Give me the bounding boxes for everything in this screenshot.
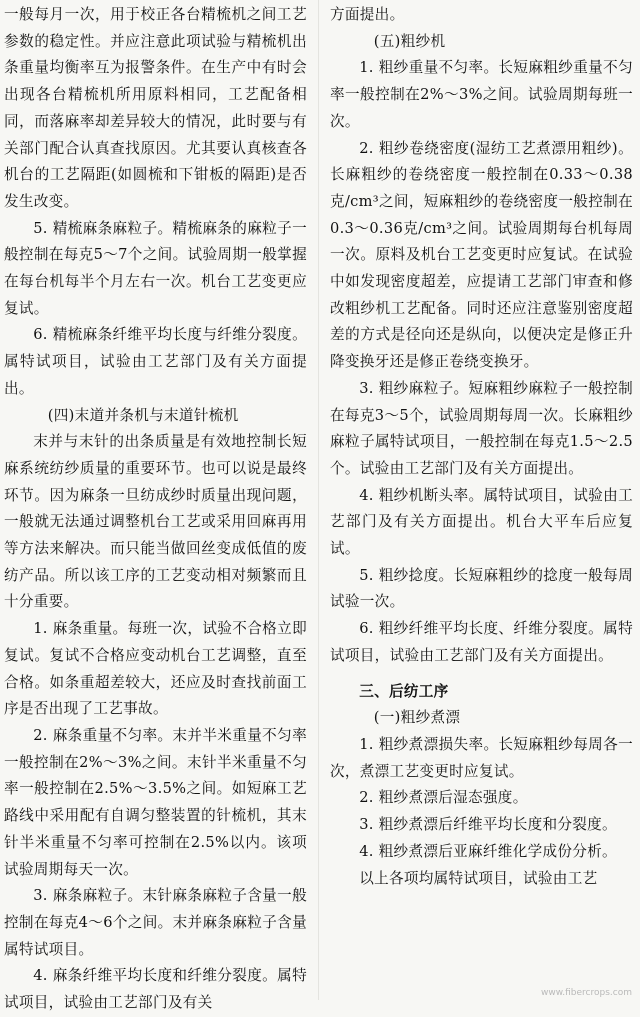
right-column	[330, 0, 633, 1000]
watermark: www.fibercrops.com	[541, 988, 632, 998]
paragraph: 6. 精梳麻条纤维平均长度与纤维分裂度。属特试项目，试验由工艺部门及有关方面提出。	[4, 326, 307, 397]
spacer	[330, 670, 633, 676]
paragraph: 2. 粗纱卷绕密度(湿纺工艺煮漂用粗纱)。长麻粗纱的卷绕密度一般控制在0.33～0.38克/cm³之间，短麻粗纱的卷绕密度一般控制在0.3～0.36克/cm³之间。试验周期每台机每周一次。原料及机台工艺变更时应复试。在试验中如发现密度超差，应提请工艺部门审查和修改粗纱机工艺配备。同时还应注意鉴别密度超差的方式是径向还是纵向，以便决定是修正升降变换牙还是修正卷绕变换牙。	[330, 139, 633, 371]
chapter-heading: 三、后纺工序	[359, 682, 449, 700]
paragraph: 6. 粗纱纤维平均长度、纤维分裂度。属特试项目，试验由工艺部门及有关方面提出。	[330, 620, 633, 664]
paragraph: 1. 粗纱煮漂损失率。长短麻粗纱每周各一次，煮漂工艺变更时应复试。	[330, 735, 633, 780]
section-heading: (五)粗纱机	[373, 32, 446, 50]
paragraph: 方面提出。	[330, 6, 405, 23]
left-column	[4, 0, 307, 1012]
section-heading: (四)末道并条机与末道针梳机	[47, 406, 239, 424]
paragraph: 3. 麻条麻粒子。末针麻条麻粒子含量一般控制在每克4～6个之间。末并麻条麻粒子含量属特试项目。	[4, 887, 307, 958]
paragraph: 4. 麻条纤维平均长度和纤维分裂度。属特试项目，试验由工艺部门及有关	[4, 967, 307, 1012]
subsection-heading: (一)粗纱煮漂	[373, 709, 461, 727]
paragraph: 一般每月一次，用于校正各台精梳机之间工艺参数的稳定性。并应注意此项试验与精梳机出条重量均衡率互为报警条件。在生产中有时会出现各台精梳机所用原料相同，工艺配备相同，而落麻率却差异较大的情况，此时要与有关部门配合认真查找原因。尤其要认真核查各机台的工艺隔距(如圆梳和下钳板的隔距)是否发生改变。	[4, 6, 307, 210]
paragraph: 5. 粗纱捻度。长短麻粗纱的捻度一般每周试验一次。	[330, 566, 633, 611]
paragraph: 4. 粗纱煮漂后亚麻纤维化学成份分析。	[359, 842, 617, 860]
paragraph: 3. 粗纱麻粒子。短麻粗纱麻粒子一般控制在每克3～5个，试验周期每周一次。长麻粗纱麻粒子属特试项目，一般控制在每克1.5～2.5个。试验由工艺部门及有关方面提出。	[330, 379, 633, 477]
paragraph: 2. 麻条重量不匀率。末并半米重量不匀率一般控制在2%～3%之间。末针半米重量不匀率一般控制在2.5%～3.5%之间。如短麻工艺路线中采用配有自调匀整装置的针梳机，其末针半米重量不匀率可控制在2.5%以内。该项试验周期每天一次。	[4, 726, 307, 878]
paragraph: 3. 粗纱煮漂后纤维平均长度和分裂度。	[359, 816, 617, 834]
paragraph: 以上各项均属特试项目，试验由工艺	[359, 869, 598, 887]
paragraph: 2. 粗纱煮漂后湿态强度。	[359, 789, 528, 807]
paragraph: 末并与末针的出条质量是有效地控制长短麻系统纺纱质量的重要环节。也可以说是最终环节。因为麻条一旦纺成纱时质量出现问题，一般就无法通过调整机台工艺或采用回麻再用等方法来解决。而只能当做回丝变成低值的废纺产品。所以该工序的工艺变动相对频繁而且十分重要。	[4, 433, 307, 611]
paragraph: 4. 粗纱机断头率。属特试项目，试验由工艺部门及有关方面提出。机台大平车后应复试。	[330, 486, 633, 558]
column-divider	[318, 0, 319, 1000]
paragraph: 5. 精梳麻条麻粒子。精梳麻条的麻粒子一般控制在每克5～7个之间。试验周期一般掌握在每台机每半个月左右一次。机台工艺变更应复试。	[4, 219, 307, 317]
paragraph: 1. 粗纱重量不匀率。长短麻粗纱重量不匀率一般控制在2%～3%之间。试验周期每班一次。	[330, 59, 633, 130]
paragraph: 1. 麻条重量。每班一次，试验不合格立即复试。复试不合格应变动机台工艺调整，直至合格。如条重超差较大，还应及时查找前面工序是否出现了工艺事故。	[4, 620, 307, 718]
